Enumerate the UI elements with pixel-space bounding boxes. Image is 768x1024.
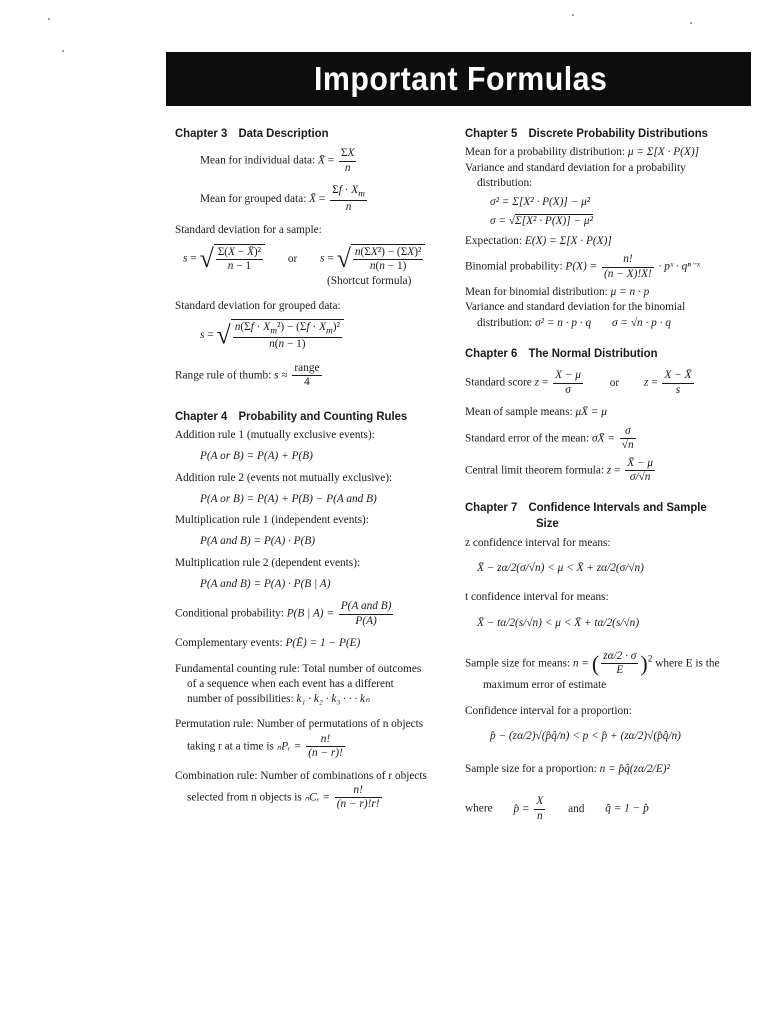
left-column [175, 125, 440, 812]
permutation-rule-formula: taking r at a time is ₙPᵣ = $\frac{n!}{(n - r)!}$ [187, 732, 343, 760]
combination-rule-formula: selected from n objects is ₙCᵣ = $\frac{n!}{(n - r)!r!}$ [187, 783, 380, 811]
addition-rule-2-formula: P(A or B) = P(A) + P(B) − P(A and B) [200, 492, 377, 505]
binomial-probability-formula: Binomial probability: P(X) = $\frac{n!}{(n - X)!X!}$ · pˣ · qⁿ⁻ˣ [465, 252, 700, 280]
z-ci-label: z confidence interval for means: [465, 536, 611, 549]
mean-sample-means: Mean of sample means: μX̄ = μ [465, 406, 607, 419]
chapter-4-heading: Chapter 4 Probability and Counting Rules [175, 408, 408, 423]
complementary-events-formula: Complementary events: P(Ē) = 1 − P(E) [175, 637, 361, 650]
z-ci-formula: X̄ − zα/2(σ/√n) < μ < X̄ + zα/2(σ/√n) [477, 562, 644, 574]
conditional-probability-formula: Conditional probability: P(B | A) = $\frac{\text{P(A and B)}}{P(A)}$ [175, 600, 392, 627]
scan-speck [62, 50, 64, 52]
expectation-formula: Expectation: E(X) = Σ[X · P(X)] [465, 234, 612, 247]
right-column [465, 125, 740, 824]
chapter-6-heading: Chapter 6 The Normal Distribution [465, 345, 658, 360]
title-banner [166, 52, 751, 106]
page-title: Important Formulas [314, 60, 608, 97]
chapter-7-heading-line-2: Size [536, 516, 559, 531]
combination-rule-line-1: Combination rule: Number of combinations of r objects [175, 769, 427, 782]
sd-grouped-label: Standard deviation for grouped data: [175, 300, 341, 313]
scan-speck [48, 18, 50, 20]
sd-formula: σ = √Σ[X² · P(X)] − μ² [490, 215, 593, 228]
standard-error-formula: Standard error of the mean: σX̄ = $\frac{\sigma}{√n}$ [465, 424, 634, 452]
prob-dist-variance-label-2: distribution: [477, 176, 533, 189]
range-rule-formula: Range rule of thumb: s ≈ $\frac{\text{range}}{4}$ [175, 361, 320, 389]
multiplication-rule-1-formula: P(A and B) = P(A) · P(B) [200, 535, 316, 548]
chapter-3-heading: Chapter 3 Data Description [175, 126, 329, 140]
binomial-variance-label: Variance and standard deviation for the binomial [465, 301, 686, 314]
sd-grouped-formula: s = √ $\frac{n(\Sigma f \cdot X_m^2) - (\Sigma f \cdot X_m)^2}{n(n - 1)}$ [200, 319, 440, 352]
shortcut-note: (Shortcut formula) [327, 275, 412, 287]
prob-dist-variance-label: Variance and standard deviation for a probability [465, 161, 686, 174]
addition-rule-1-formula: P(A or B) = P(A) + P(B) [200, 450, 313, 463]
mean-individual-formula: Mean for individual data: X̄ = $\frac{\Sigma X}{n}$ [200, 147, 355, 175]
chapter-7-heading: Chapter 7 Confidence Intervals and Sample [465, 499, 707, 514]
clt-formula: Central limit theorem formula: z = $\frac{X̄ - \mu}{\sigma/√n}$ [465, 456, 654, 484]
scan-speck [690, 22, 692, 24]
ci-proportion-label: Confidence interval for a proportion: [465, 704, 632, 717]
addition-rule-1-label: Addition rule 1 (mutually exclusive events): [175, 429, 375, 442]
binomial-variance-formula: distribution: σ² = n · p · q σ = √n · p · q [477, 316, 671, 329]
mean-grouped-formula: Mean for grouped data: X̄ = $\frac{\Sigma f \cdot X_m}{n}$ [200, 183, 365, 214]
max-error-note: maximum error of estimate [483, 679, 607, 692]
chapter-5-heading: Chapter 5 Discrete Probability Distributions [465, 126, 708, 140]
sd-sample-label: Standard deviation for a sample: [175, 223, 322, 236]
multiplication-rule-2-label: Multiplication rule 2 (dependent events): [175, 556, 361, 569]
standard-score-formula: Standard score z = $\frac{X - \mu}{\sigma}$ or z = $\frac{X - X̄}{s}$ [465, 369, 692, 396]
t-ci-label: t confidence interval for means: [465, 591, 609, 604]
sample-size-proportion-formula: Sample size for a proportion: n = p̂q̂(zα/2/E)² [465, 763, 670, 776]
prob-dist-mean: Mean for a probability distribution: μ = Σ[X · P(X)] [465, 146, 699, 159]
sd-sample-formula: s = √ $\frac{\text{Σ(X − X̄)²}}{n - 1}$ or s = √ $\frac{\text{n(ΣX²) − (ΣX)²}}{n(n - 1)}$ [183, 244, 440, 274]
addition-rule-2-label: Addition rule 2 (events not mutually exclusive): [175, 471, 393, 484]
sample-size-means-formula: Sample size for means: n = ( $\frac{z\alpha/2 \cdot \sigma}{E}$ )$^2$ where E is the [465, 649, 720, 677]
fundamental-counting-line-1: Fundamental counting rule: Total number of outcomes [175, 662, 422, 675]
multiplication-rule-1-label: Multiplication rule 1 (independent events): [175, 514, 369, 527]
permutation-rule-line-1: Permutation rule: Number of permutations of n objects [175, 718, 424, 731]
fundamental-counting-line-3: number of possibilities: k₁ · k₂ · k₃ · · · kₙ [187, 693, 370, 705]
t-ci-formula: X̄ − tα/2(s/√n) < μ < X̄ + tα/2(s/√n) [477, 616, 640, 629]
ci-proportion-formula: p̂ − (zα/2)√(p̂q̂/n) < p < p̂ + (zα/2)√(p̂q̂/n) [490, 729, 681, 742]
variance-formula: σ² = Σ[X² · P(X)] − μ² [490, 196, 591, 209]
multiplication-rule-2-formula: P(A and B) = P(A) · P(B | A) [200, 577, 331, 590]
fundamental-counting-line-2: of a sequence when each event has a different [187, 677, 394, 690]
phat-qhat-definition: where p̂ = $\frac{X}{n}$ and q̂ = 1 − p̂ [465, 795, 649, 822]
binomial-mean-formula: Mean for binomial distribution: μ = n · p [465, 286, 650, 299]
scan-speck [572, 14, 574, 16]
